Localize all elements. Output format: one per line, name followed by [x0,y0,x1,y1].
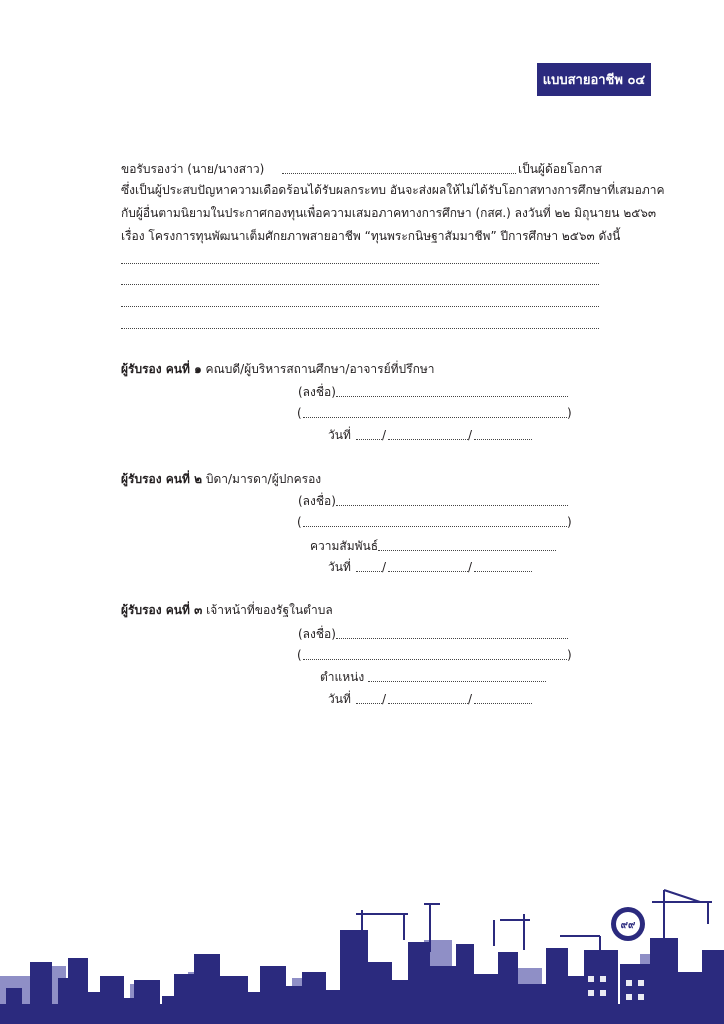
certifier-2-open-paren: ( [297,515,302,529]
certifier-3-sign-label: (ลงชื่อ) [298,627,336,641]
form-code-badge: แบบสายอาชีพ ๐๔ [537,63,651,96]
certifier-2-relationship-line[interactable] [378,550,556,551]
certifier-3-month-line[interactable] [388,703,468,704]
certifier-1-sign-label: (ลงชื่อ) [298,385,336,399]
certifier-3-slash-2: / [468,692,473,706]
intro-line-4: เรื่อง โครงการทุนพัฒนาเต็มศักยภาพสายอาชีพ “ทุนพระกนิษฐาสัมมาชีพ” ปีการศึกษา ๒๕๖๓ ดังนี้ [121,229,621,243]
detail-line-4[interactable] [121,328,599,329]
certifier-3-heading [121,601,333,619]
certifier-3-year-line[interactable] [474,703,532,704]
certifier-2-year-line[interactable] [474,571,532,572]
city-skyline-illustration [0,880,724,1024]
certifier-1-name-line[interactable] [303,417,567,418]
gear-emblem-text: ๙๙ [620,920,636,931]
certifier-1-slash-2: / [468,428,473,442]
intro-suffix: เป็นผู้ด้อยโอกาส [518,162,602,176]
certifier-3-date-label: วันที่ [328,692,351,706]
certifier-1-date-label: วันที่ [328,428,351,442]
certifier-1-sign-line[interactable] [336,396,568,397]
certifier-3-day-line[interactable] [356,703,382,704]
certifier-1-heading [121,360,435,378]
certifier-2-slash-2: / [468,560,473,574]
certifier-3-slash-1: / [382,692,387,706]
certifier-1-year-line[interactable] [474,439,532,440]
certifier-3-name-line[interactable] [303,659,567,660]
certifier-3-sign-line[interactable] [336,638,568,639]
certifier-1-title: ผู้รับรอง คนที่ ๑ [121,362,202,376]
certifier-1-open-paren: ( [297,406,302,420]
certifier-2-day-line[interactable] [356,571,382,572]
certifier-1-close-paren: ) [567,406,572,420]
intro-line-3: กับผู้อื่นตามนิยามในประกาศกองทุนเพื่อความเสมอภาคทางการศึกษา (กสศ.) ลงวันที่ ๒๒ มิถุนายน ๒๕๖๓ [121,206,657,220]
certifier-2-role: บิดา/มารดา/ผู้ปกครอง [205,472,322,486]
certifier-2-close-paren: ) [567,515,572,529]
certifier-3-close-paren: ) [567,648,572,662]
detail-line-3[interactable] [121,306,599,307]
gear-emblem-icon [611,907,645,941]
certifier-2-date-label: วันที่ [328,560,351,574]
intro-line-2: ซึ่งเป็นผู้ประสบปัญหาความเดือดร้อนได้รับผลกระทบ อันจะส่งผลให้ไม่ได้รับโอกาสทางการศึกษาที่เสมอภาค [121,183,665,197]
intro-prefix: ขอรับรองว่า (นาย/นางสาว) [121,162,265,176]
certifier-2-sign-line[interactable] [336,505,568,506]
certifier-2-sign-label: (ลงชื่อ) [298,494,336,508]
certifier-3-open-paren: ( [297,648,302,662]
certifier-1-role: คณบดี/ผู้บริหารสถานศึกษา/อาจารย์ที่ปรึกษา [205,362,435,376]
certifier-3-title: ผู้รับรอง คนที่ ๓ [121,603,203,617]
certifier-2-slash-1: / [382,560,387,574]
certifier-1-day-line[interactable] [356,439,382,440]
certifier-2-title: ผู้รับรอง คนที่ ๒ [121,472,203,486]
certifier-3-position-label: ตำแหน่ง [320,670,365,684]
certifier-1-slash-1: / [382,428,387,442]
certifier-3-role: เจ้าหน้าที่ของรัฐในตำบล [206,603,333,617]
detail-line-2[interactable] [121,284,599,285]
detail-line-1[interactable] [121,263,599,264]
certifier-2-name-line[interactable] [303,526,567,527]
certifier-2-month-line[interactable] [388,571,468,572]
certifier-1-month-line[interactable] [388,439,468,440]
certifier-2-relationship-label: ความสัมพันธ์ [310,539,379,553]
name-field-line[interactable] [282,173,516,174]
certifier-3-position-line[interactable] [368,681,546,682]
certifier-2-heading [121,470,321,488]
